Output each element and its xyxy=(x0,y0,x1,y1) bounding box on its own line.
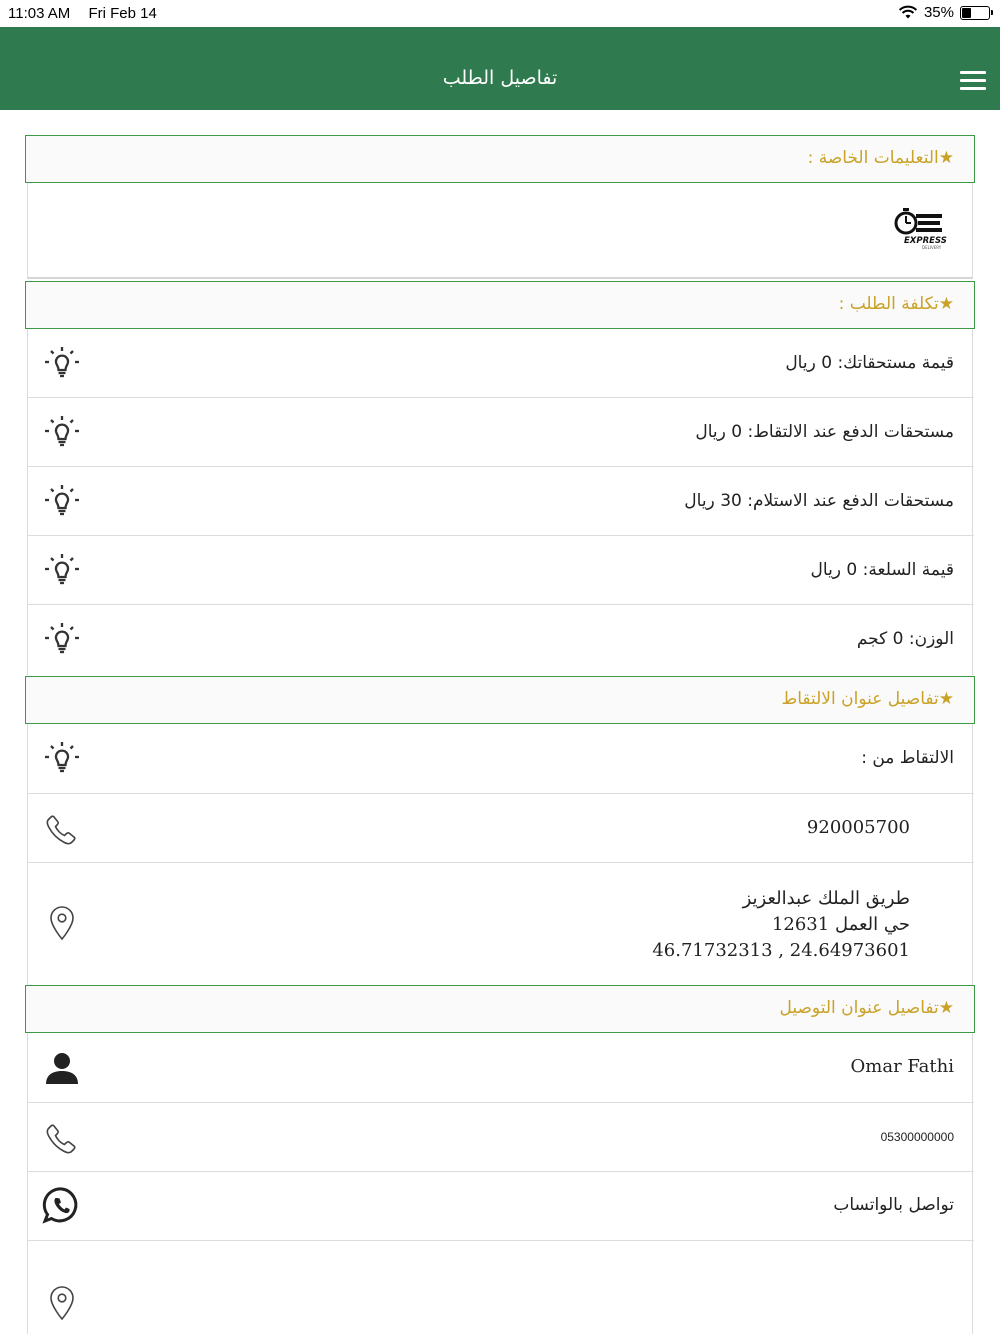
logo-text: EXPRESS xyxy=(904,236,947,246)
delivery-phone[interactable]: 05300000000 xyxy=(880,1130,954,1144)
star-icon: ★ xyxy=(938,998,954,1018)
phone-icon[interactable] xyxy=(42,1118,82,1158)
delivery-name: Omar Fathi xyxy=(850,1056,954,1077)
battery-percent: 35% xyxy=(923,4,954,21)
logo-subtext: DELIVERY xyxy=(922,245,942,250)
location-pin-icon[interactable] xyxy=(42,1283,82,1323)
cost-row-text: مستحقات الدفع عند الاستلام: 30 ريال xyxy=(684,491,954,511)
wifi-icon xyxy=(898,5,918,20)
star-icon: ★ xyxy=(938,294,954,314)
lightbulb-icon xyxy=(42,344,82,384)
menu-icon[interactable] xyxy=(960,71,986,91)
delivery-name-row xyxy=(28,1033,974,1103)
battery-icon xyxy=(960,6,990,20)
whatsapp-label[interactable]: تواصل بالواتساب xyxy=(833,1195,954,1215)
cost-row xyxy=(28,467,974,536)
person-icon xyxy=(42,1048,82,1088)
pickup-from-row xyxy=(28,724,974,794)
pickup-address xyxy=(652,886,910,964)
cost-row-text: قيمة السلعة: 0 ريال xyxy=(810,560,954,580)
pickup-address-row[interactable] xyxy=(28,863,974,985)
cost-row xyxy=(28,329,974,398)
address-line2: حي العمل 12631 xyxy=(771,914,910,935)
pickup-phone-row[interactable] xyxy=(28,794,974,863)
pickup-phone[interactable]: 920005700 xyxy=(806,817,910,838)
star-icon: ★ xyxy=(938,689,954,709)
whatsapp-icon[interactable] xyxy=(42,1186,82,1226)
lightbulb-icon xyxy=(42,620,82,660)
pickup-title: تفاصيل عنوان الالتقاط xyxy=(781,689,939,709)
delivery-address-row[interactable] xyxy=(28,1241,974,1334)
cost-row xyxy=(28,398,974,467)
special-instructions-header xyxy=(25,135,975,183)
cost-row xyxy=(28,536,974,605)
lightbulb-icon xyxy=(42,413,82,453)
lightbulb-icon xyxy=(42,739,82,779)
address-coordinates: 46.71732313 , 24.64973601 xyxy=(652,940,910,961)
star-icon: ★ xyxy=(938,148,954,168)
order-cost-header xyxy=(25,281,975,329)
location-pin-icon[interactable] xyxy=(42,903,82,943)
special-instructions-panel xyxy=(27,183,973,279)
pickup-header xyxy=(25,676,975,724)
nav-bar xyxy=(0,27,1000,110)
page-title: تفاصيل الطلب xyxy=(442,67,558,89)
whatsapp-row[interactable] xyxy=(28,1172,974,1241)
delivery-title: تفاصيل عنوان التوصيل xyxy=(779,998,939,1018)
express-delivery-logo xyxy=(892,205,950,251)
address-line1: طريق الملك عبدالعزيز xyxy=(742,888,910,909)
order-cost-panel xyxy=(27,329,973,675)
status-time: 11:03 AM xyxy=(8,5,71,22)
battery-fill xyxy=(962,8,971,18)
pickup-panel xyxy=(27,724,973,985)
cost-row-text: قيمة مستحقاتك: 0 ريال xyxy=(785,353,954,373)
status-date: Fri Feb 14 xyxy=(88,5,157,22)
cost-row xyxy=(28,605,974,675)
lightbulb-icon xyxy=(42,551,82,591)
cost-row-text: مستحقات الدفع عند الالتقاط: 0 ريال xyxy=(695,422,954,442)
lightbulb-icon xyxy=(42,482,82,522)
delivery-panel xyxy=(27,1033,973,1334)
phone-icon[interactable] xyxy=(42,809,82,849)
delivery-header xyxy=(25,985,975,1033)
status-bar xyxy=(0,0,1000,27)
delivery-phone-row[interactable] xyxy=(28,1103,974,1172)
pickup-from-label: الالتقاط من : xyxy=(861,748,954,768)
special-instructions-title: التعليمات الخاصة : xyxy=(807,148,939,168)
order-cost-title: تكلفة الطلب : xyxy=(838,294,939,314)
cost-row-text: الوزن: 0 كجم xyxy=(856,629,954,649)
